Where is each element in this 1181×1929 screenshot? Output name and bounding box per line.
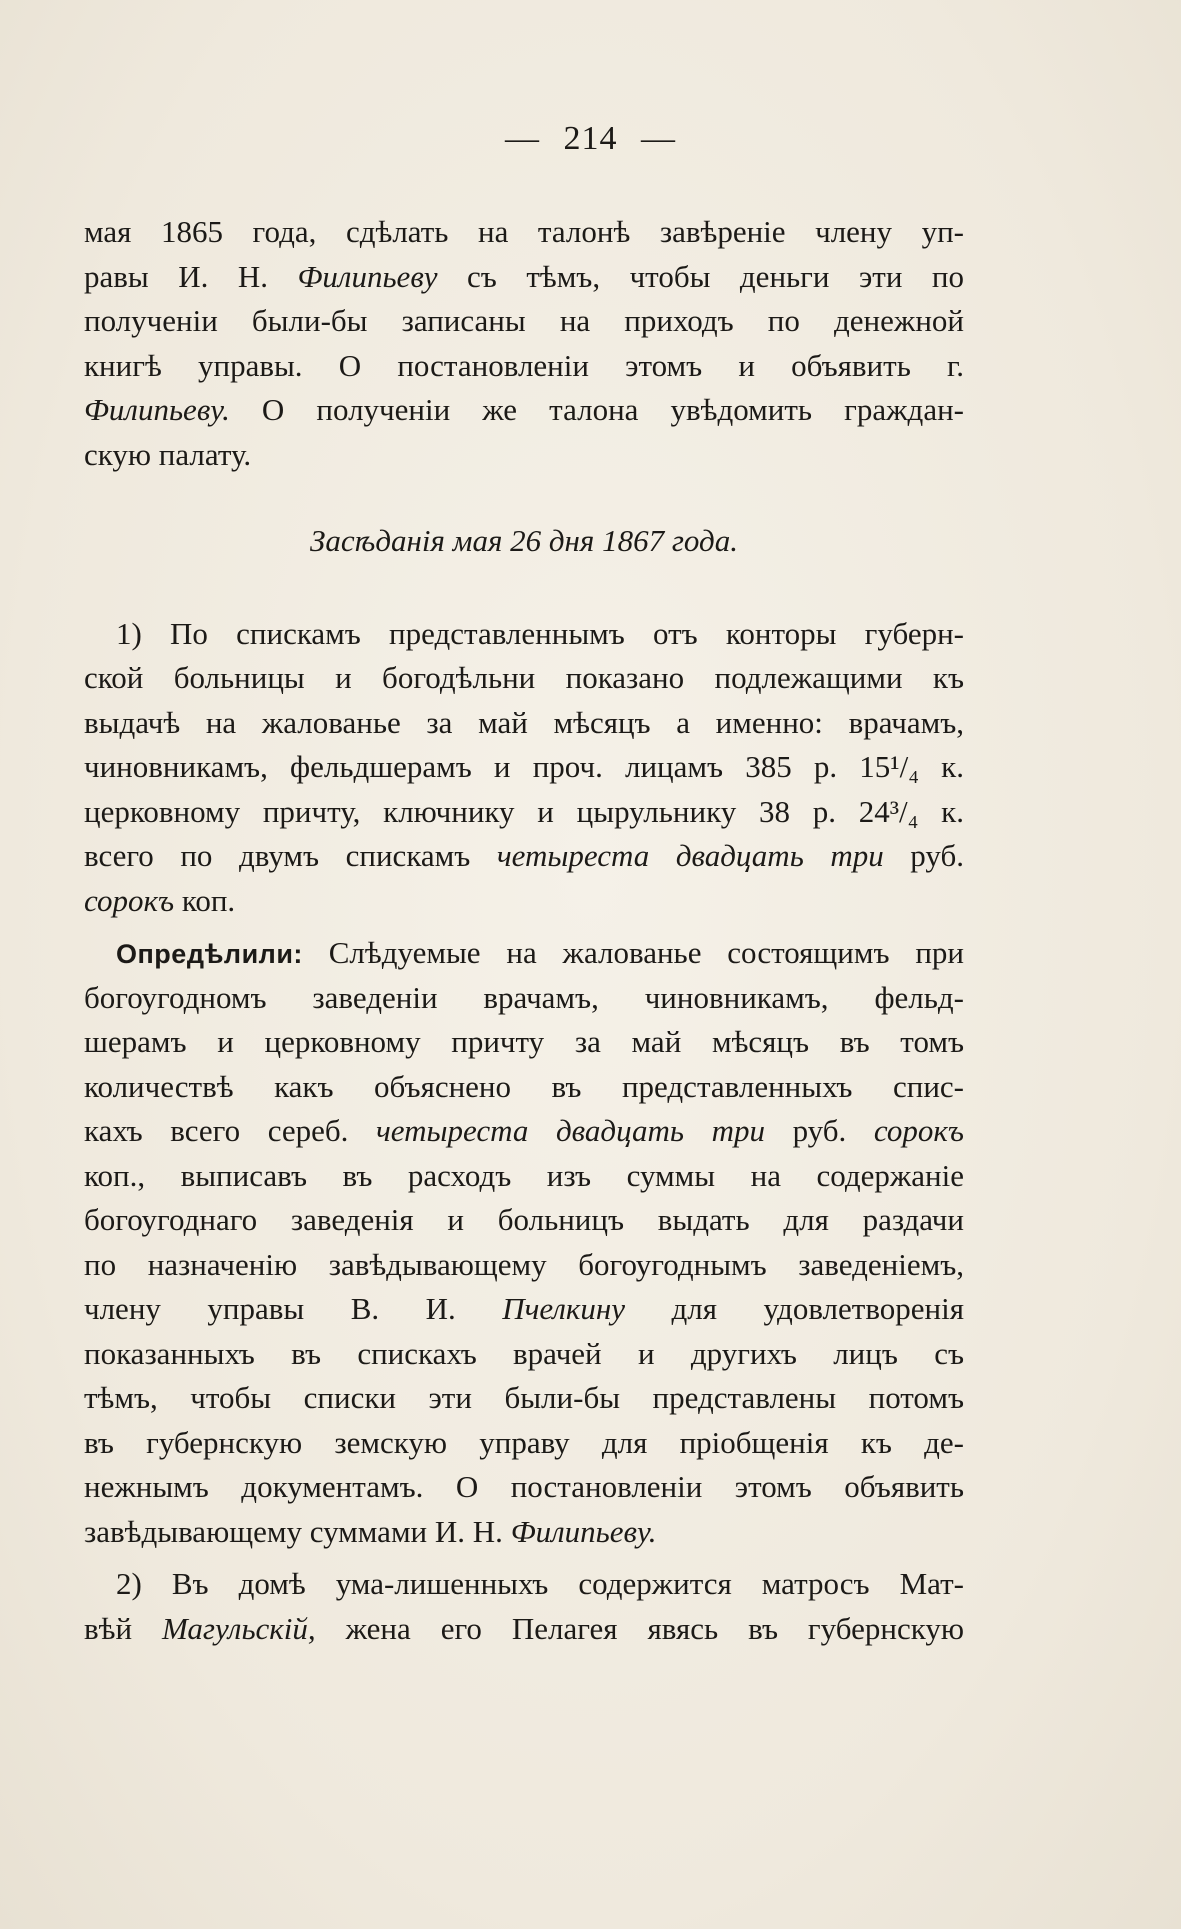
text-line: Опредѣлили: Слѣдуемые на жалованье состоящимъ при <box>116 935 964 970</box>
text-line: показанныхъ въ спискахъ врачей и другихъ лицъ съ <box>84 1335 964 1371</box>
text-line: мая 1865 года, сдѣлать на талонѣ завѣреніе члену уп- <box>84 214 964 249</box>
paragraph-4 <box>84 1562 964 1651</box>
text-line: богоугодномъ заведеніи врачамъ, чиновникамъ, фельд- <box>84 979 964 1015</box>
text-line: по назначенію завѣдывающему богоугоднымъ заведеніемъ, <box>84 1246 964 1282</box>
paragraph-1 <box>84 210 964 477</box>
italic-name: Пчелкину <box>502 1291 626 1326</box>
italic-name: сорокъ <box>873 1113 964 1148</box>
text-line: всего по двумъ спискамъ четыреста двадцать три руб. <box>84 838 965 873</box>
text-line: 1) По спискамъ представленнымъ отъ конторы губерн- <box>116 615 964 651</box>
italic-name: четыреста двадцать три <box>496 838 884 873</box>
text-line: завѣдывающему суммами И. Н. Филипьеву. <box>84 1513 657 1549</box>
text-line: нежнымъ документамъ. О постановленіи этомъ объявить <box>84 1469 964 1504</box>
text-line: равы И. Н. Филипьеву съ тѣмъ, чтобы деньги эти по <box>84 258 965 294</box>
text-line: скую палату. <box>84 436 252 472</box>
page-number: — 214 — <box>505 120 676 157</box>
page-text <box>84 210 964 1651</box>
session-heading: Засѣданія мая 26 дня 1867 года. <box>310 523 738 558</box>
text-line: количествѣ какъ объяснено въ представленныхъ спис- <box>84 1068 964 1104</box>
italic-name: Магульскій, <box>162 1610 316 1646</box>
text-line: сорокъ коп. <box>84 882 236 918</box>
text-line: члену управы В. И. Пчелкину для удовлетворенія <box>84 1291 964 1326</box>
italic-name: сорокъ <box>84 882 175 918</box>
text-line: шерамъ и церковному причту за май мѣсяцъ въ томъ <box>84 1024 964 1059</box>
text-line: чиновникамъ, фельдшерамъ и проч. лицамъ 385 р. 15¹/₄ к. <box>84 749 964 784</box>
paragraph-3 <box>84 931 964 1554</box>
text-line: 2) Въ домѣ ума-лишенныхъ содержится матросъ Мат- <box>116 1566 964 1601</box>
paragraph-2 <box>84 612 964 924</box>
text-line: тѣмъ, чтобы списки эти были-бы представлены потомъ <box>84 1380 964 1415</box>
text-line: коп., выписавъ въ расходъ изъ суммы на содержаніе <box>84 1157 964 1193</box>
text-line: церковному причту, ключнику и цырульнику 38 р. 24³/₄ к. <box>84 793 964 829</box>
text-line: полученіи были-бы записаны на приходъ по денежной <box>84 303 964 338</box>
text-line: вѣй Магульскій, жена его Пелагея явясь въ губернскую <box>84 1610 964 1646</box>
text-line: богоугоднаго заведенія и больницъ выдать для раздачи <box>84 1202 964 1237</box>
italic-name: Филипьеву. <box>84 392 230 427</box>
text-line: книгѣ управы. О постановленіи этомъ и объявить г. <box>84 347 964 383</box>
italic-name: Филипьеву <box>297 258 438 294</box>
italic-name: четыреста двадцать три <box>376 1113 765 1148</box>
resolution-label: Опредѣлили: <box>116 939 303 969</box>
text-line: выдачѣ на жалованье за май мѣсяцъ а именно: врачамъ, <box>84 704 964 740</box>
text-line: ской больницы и богодѣльни показано подлежащими къ <box>84 660 964 695</box>
text-line: кахъ всего сереб. четыреста двадцать три руб. сорокъ <box>84 1113 964 1148</box>
text-line: Филипьеву. О полученіи же талона увѣдомить граждан- <box>84 392 964 427</box>
text-line: въ губернскую земскую управу для пріобщенія къ де- <box>84 1424 964 1460</box>
italic-name: Филипьеву. <box>510 1513 657 1549</box>
